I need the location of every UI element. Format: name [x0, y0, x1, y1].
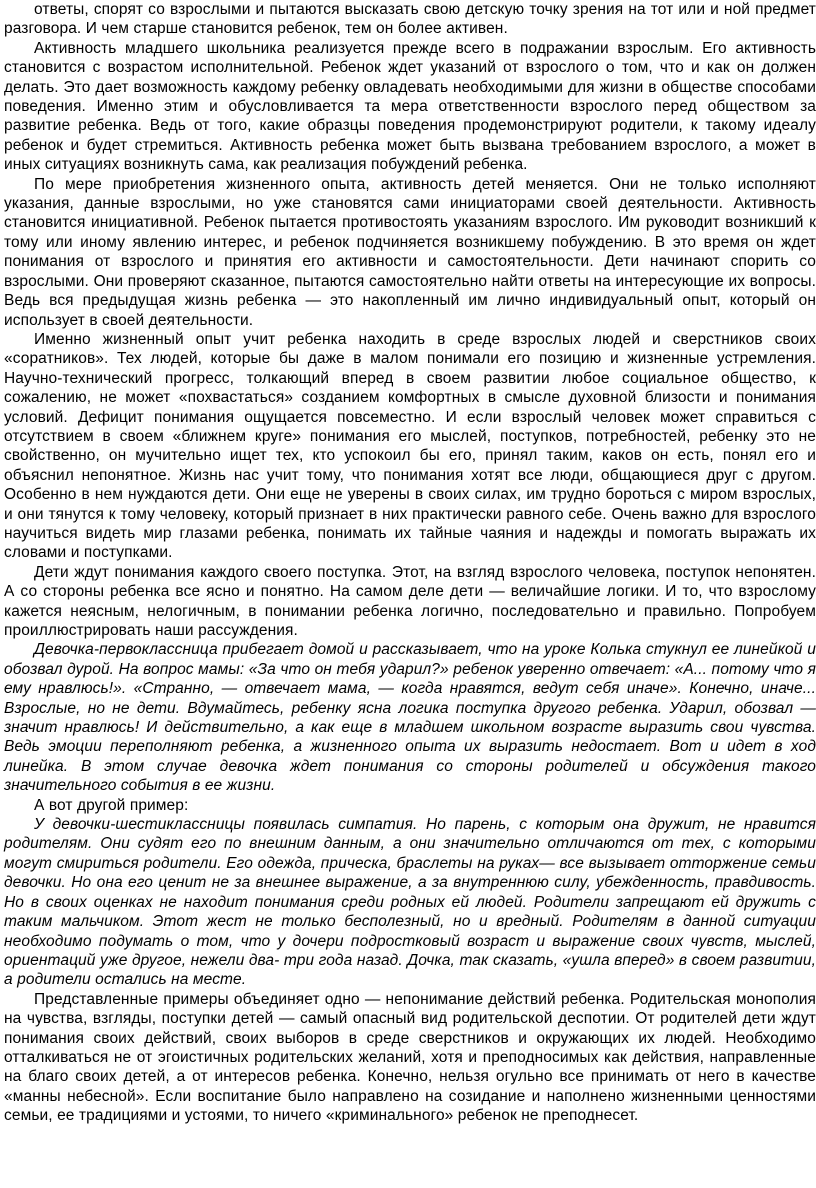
example-2-italic: У девочки-шестиклассницы появилась симпатия. Но парень, с которым она дружит, не нравится родителям. Они судят его по внешним данным, а они значительно отличаются от тех, с которыми могут смириться родители. Его одежда, прическа, браслеты на руках— все вызывает отторжение семьи девочки. Но она его ценит не за внешнее выражение, а за внутреннюю силу, убежденность, правдивость. Но в своих оценках не находит понимания среди родных ей людей. Родители запрещают ей дружить с таким мальчиком. Этот жест не только бесполезный, но и вредный. Родителям в данной ситуации необходимо подумать о том, что у дочери подростковый возраст и выражение своих чувств, мыслей, ориентаций уже другое, нежели два- три года назад. Дочка, так сказать, «ушла вперед» в своем развитии, а родители остались на месте. [4, 816, 816, 989]
example-1-italic: Девочка-первоклассница прибегает домой и рассказывает, что на уроке Колька стукнул ее линейкой и обозвал дурой. На вопрос мамы: «За что он тебя ударил?» ребенок уверенно отвечает: «А... потому что я ему нравлюсь!». «Странно, — отвечает мама, — когда нравятся, ведут себя иначе». Конечно, иначе... Взрослые, но не дети. Вдумайтесь, ребенку ясна логика поступка другого ребенка. Ударил, обозвал — значит нравлюсь! И действительно, а как еще в младшем школьном возрасте выразить свои чувства. Ведь эмоции переполняют ребенка, а жизненного опыта их выразить недостает. Вот и идет в ход линейка. В этом случае девочка ждет понимания со стороны родителей и обсуждения такого значительного события в ее жизни. [4, 641, 816, 795]
paragraph-another-example: А вот другой пример: [34, 796, 189, 814]
paragraph-3: По мере приобретения жизненного опыта, активность детей меняется. Они не только исполняют указания, данные взрослыми, но уже становятся сами инициаторами своей деятельности. Активность становится инициативной. Ребенок пытается противостоять указаниям взрослого. Им руководит возникший к тому или иному явлению интерес, и ребенок подчиняется возникшему побуждению. В это время он ждет понимания от взрослого и принятия его активности и самостоятельности. Дети начинают спорить со взрослыми. Они проверяют сказанное, пытаются самостоятельно найти ответы на интересующие их вопросы. Ведь вся предыдущая жизнь ребенка — это накопленный им лично индивидуальный опыт, который он использует в своей деятельности. [4, 175, 816, 329]
paragraph-5: Дети ждут понимания каждого своего поступка. Этот, на взгляд взрослого человека, поступок непонятен. А со стороны ребенка все ясно и понятно. На самом деле дети — величайшие логики. И то, что взрослому кажется неясным, нелогичным, в понимании ребенка логично, последовательно и правильно. Попробуем проиллюстрировать наши рассуждения. [4, 563, 816, 639]
paragraph-1: ответы, спорят со взрослыми и пытаются высказать свою детскую точку зрения на тот или и ной предмет разговора. И чем старше становится ребенок, тем он более активен. [4, 1, 816, 38]
paragraph-conclusion: Представленные примеры объединяет одно — непонимание действий ребенка. Родительская монополия на чувства, взгляды, поступки детей — самый опасный вид родительской деспотии. От родителей дети ждут понимания своих действий, своих выборов в среде сверстников и окружающих их людей. Необходимо отталкиваться не от эгоистичных родительских желаний, хотя и преподносимых как действия, направленные на благо своих детей, а от интересов ребенка. Конечно, нельзя огульно все принимать от него в качестве «манны небесной». Если воспитание было направлено на созидание и наполнено жизненными ценностями семьи, ее традициями и устоями, то ничего «криминального» ребенок не преподнесет. [4, 990, 816, 1125]
paragraph-4: Именно жизненный опыт учит ребенка находить в среде взрослых людей и сверстников своих «соратников». Тех людей, которые бы даже в малом понимали его позицию и жизненные устремления. Научно-технический прогресс, толкающий вперед в своем развитии любое социальное общество, к сожалению, не может «похвастаться» созданием комфортных в смысле духовной близости и понимания условий. Дефицит понимания ощущается повсеместно. И если взрослый человек может справиться с отсутствием в своем «ближнем круге» понимания его мыслей, поступков, потребностей, ребенку это не свойственно, он мучительно ищет тех, кто успокоил бы его, принял таким, каков он есть, понял его и объяснил непонятное. Жизнь нас учит тому, что понимания хотят все люди, общающиеся друг с другом. Особенно в нем нуждаются дети. Они еще не уверены в своих силах, им трудно бороться с миром взрослых, и они тянутся к тому человеку, который признает в них практически равного себе. Очень важно для взрослого научиться видеть мир глазами ребенка, понимать их тайные чаяния и надежды и помогать выражать их словами и поступками. [4, 330, 816, 562]
paragraph-2: Активность младшего школьника реализуется прежде всего в подражании взрослым. Его активность становится с возрастом исполнительной. Ребенок ждет указаний от взрослого о том, что и как он должен делать. Это дает возможность каждому ребенку овладевать необходимыми для жизни в обществе способами поведения. Именно этим и обусловливается та мера ответственности взрослого перед обществом за развитие ребенка. Ведь от того, какие образцы поведения продемонстрируют родители, к такому идеалу ребенок и будет стремиться. Активность ребенка может быть вызвана требованием взрослого, а может в иных ситуациях возникнуть сама, как реализация побуждений ребенка. [4, 39, 816, 174]
